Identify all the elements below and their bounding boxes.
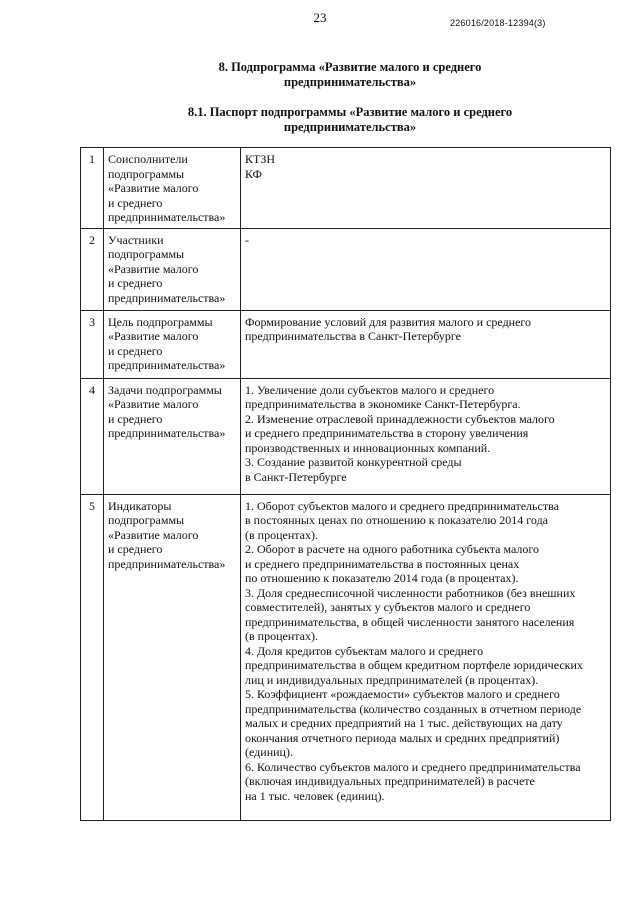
value-line: в постоянных ценах по отношению к показателю 2014 года [245,513,549,527]
document-code: 226016/2018-12394(3) [450,18,546,28]
table-row [81,494,611,820]
value-line: лиц и индивидуальных предпринимателей (в процентах). [245,672,539,687]
value-line: совместителей), занятых у субъектов малого и среднего [245,600,531,614]
row-label [104,228,241,310]
row-number: 5 [81,494,104,820]
row-value [241,494,611,820]
value-line: окончания отчетного периода малых и средних предприятий) [245,730,560,745]
label-line: и среднего [108,411,163,426]
row-number: 2 [81,228,104,310]
section-title-line: 8. Подпрограмма «Развитие малого и среднего [218,60,482,74]
value-line: предпринимательства в Санкт-Петербурге [245,329,461,343]
value-line: 3. Доля среднесписочной численности работников (без внешних [245,585,576,600]
passport-table [80,147,611,821]
row-label [104,494,241,820]
label-line: предпринимательства» [108,210,226,224]
passport-table-body [81,148,611,821]
table-row [81,310,611,378]
value-line: (единиц). [245,745,293,759]
label-line: Индикаторы [108,498,172,513]
subsection-title-line: 8.1. Паспорт подпрограммы «Развитие малого и среднего [187,105,513,119]
value-line: производственных и инновационных компаний. [245,440,491,455]
label-line: подпрограммы [108,247,185,261]
label-line: и среднего [108,343,163,358]
row-value [241,148,611,229]
label-line: подпрограммы [108,513,185,527]
row-number: 3 [81,310,104,378]
value-line: предпринимательства в общем кредитном портфеле юридических [245,658,583,672]
label-line: подпрограммы [108,166,185,181]
label-line: предпринимательства» [108,290,226,305]
label-line: Соисполнители [108,152,188,166]
value-line: 6. Количество субъектов малого и среднего предпринимательства [245,759,581,774]
table-row [81,148,611,229]
value-line: на 1 тыс. человек (единиц). [245,788,385,803]
label-line: «Развитие малого [108,329,199,343]
row-number: 4 [81,378,104,494]
value-line: - [245,232,249,247]
value-line: по отношению к показателю 2014 года (в процентах). [245,571,519,585]
row-number: 1 [81,148,104,229]
label-line: и среднего [108,276,163,290]
page-number: 23 [313,10,327,25]
value-line: КТЗН [245,152,276,166]
value-line: 1. Оборот субъектов малого и среднего предпринимательства [245,498,559,513]
label-line: «Развитие малого [108,261,199,276]
label-line: предпринимательства» [108,556,226,571]
label-line: и среднего [108,195,163,210]
row-value [241,228,611,310]
subsection-title-line: предпринимательства» [283,120,417,134]
value-line: (в процентах). [245,527,318,542]
value-line: 5. Коэффициент «рождаемости» субъектов малого и среднего [245,687,560,701]
value-line: и среднего предпринимательства в постоянных ценах [245,556,520,571]
value-line: и среднего предпринимательства в сторону увеличения [245,426,529,440]
label-line: и среднего [108,542,163,556]
section-title-line: предпринимательства» [283,75,417,89]
value-line: 4. Доля кредитов субъектам малого и среднего [245,643,484,658]
value-line: (включая индивидуальных предпринимателей) в расчете [245,774,535,788]
value-line: малых и средних предприятий на 1 тыс. действующих на дату [245,716,563,730]
label-line: предпринимательства» [108,358,226,372]
value-line: предпринимательства (количество созданных в отчетном периоде [245,701,582,716]
value-line: 3. Создание развитой конкурентной среды [245,455,462,469]
row-label [104,148,241,229]
value-line: 2. Изменение отраслевой принадлежности субъектов малого [245,411,555,426]
value-line: Формирование условий для развития малого и среднего [245,314,532,329]
row-value [241,310,611,378]
row-label [104,378,241,494]
table-row [81,228,611,310]
row-label [104,310,241,378]
label-line: Цель подпрограммы [108,314,213,329]
label-line: Задачи подпрограммы [108,382,222,397]
label-line: Участники [108,232,164,247]
label-line: «Развитие малого [108,181,199,195]
value-line: 1. Увеличение доли субъектов малого и среднего [245,382,495,397]
label-line: «Развитие малого [108,397,199,411]
value-line: КФ [245,166,262,181]
row-value [241,378,611,494]
value-line: предпринимательства, в общей численности занятого населения [245,614,575,629]
subsection-title [170,105,530,135]
section-title [170,60,530,90]
value-line: предпринимательства в экономике Санкт-Петербурга. [245,397,521,411]
label-line: «Развитие малого [108,527,199,542]
value-line: в Санкт-Петербурге [245,469,347,484]
label-line: предпринимательства» [108,426,226,440]
table-row [81,378,611,494]
value-line: (в процентах). [245,629,318,643]
value-line: 2. Оборот в расчете на одного работника субъекта малого [245,542,540,556]
